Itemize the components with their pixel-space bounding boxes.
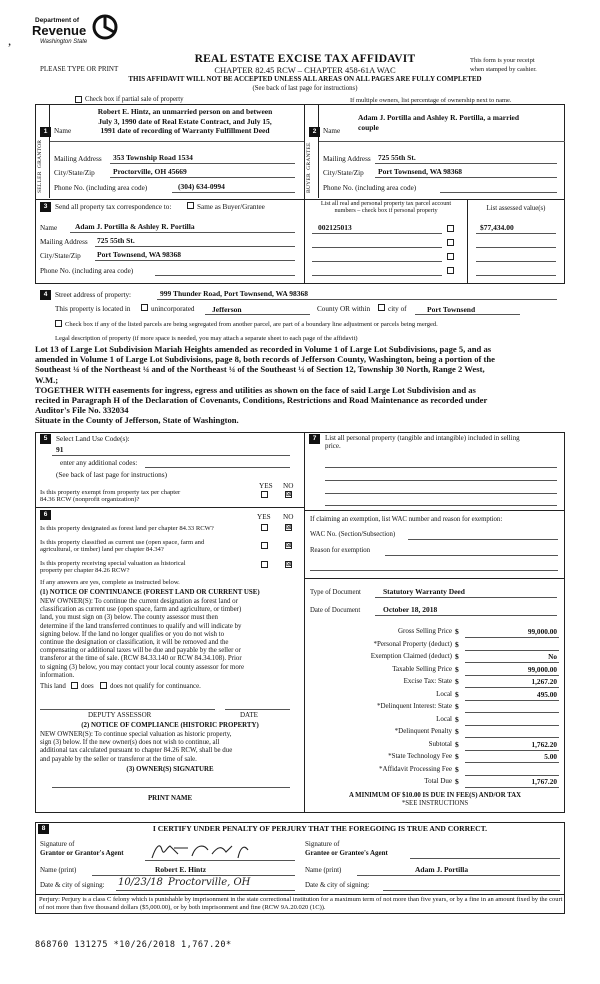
tax-row-label: Gross Selling Price bbox=[397, 627, 452, 635]
tax-row-label: *State Technology Fee bbox=[388, 752, 452, 760]
tax-row-currency: $ bbox=[455, 627, 459, 636]
form-chapter: CHAPTER 82.45 RCW – CHAPTER 458-61A WAC bbox=[214, 65, 396, 75]
notice2-line: sign (3) below. If the new owner(s) does not wish to continue, all bbox=[40, 739, 220, 747]
s5-no: NO bbox=[283, 482, 294, 490]
buyer-name-line-2: couple bbox=[358, 123, 379, 132]
tax-row-value: 1,762.20 bbox=[531, 739, 557, 749]
additional-codes-label: enter any additional codes: bbox=[60, 459, 138, 467]
notice-1-title: (1) NOTICE OF CONTINUANCE (FOREST LAND OR CURRENT USE) bbox=[40, 589, 260, 596]
personal-line-1: List all personal property (tangible and intangible) included in selling bbox=[325, 434, 520, 442]
minimum-due: A MINIMUM OF $10.00 IS DUE IN FEE(S) AND/OR TAX bbox=[348, 792, 522, 799]
s6-yes: YES bbox=[257, 513, 271, 521]
notice2-line: additional tax calculated pursuant to chapter 84.26 RCW, shall be due bbox=[40, 747, 233, 755]
buyer-name-label: Name bbox=[323, 127, 341, 135]
grantee-sig-line-2: Grantee or Grantee's Agent bbox=[305, 849, 388, 857]
tax-mailing-label: Mailing Address bbox=[40, 238, 88, 246]
legal-description-label: Legal description of property (if more space is needed, you may attach a separate sheet to each page of the affidavit) bbox=[55, 335, 358, 342]
parcel-1-personal-checkbox[interactable] bbox=[447, 225, 454, 232]
buyer-name bbox=[358, 113, 558, 133]
tax-row bbox=[305, 639, 565, 652]
reason-label: Reason for exemption bbox=[310, 547, 371, 554]
seller-name-line-3: 1991 date of recording of Warranty Fulfillment Deed bbox=[100, 126, 270, 135]
bullet-mark: , bbox=[8, 33, 12, 48]
current-use-line-2: agricultural, or timber) land per chapter 84.34? bbox=[40, 546, 164, 554]
street-address-label: Street address of property: bbox=[55, 291, 132, 299]
tax-name-label: Name bbox=[40, 224, 58, 232]
seller-name-label: Name bbox=[54, 127, 72, 135]
tax-row-value: 495.00 bbox=[536, 689, 557, 699]
tax-mailing: 725 55th St. bbox=[97, 236, 135, 245]
tax-row bbox=[305, 651, 565, 664]
grantor-sig-line-2: Grantor or Grantor's Agent bbox=[40, 849, 124, 857]
grantee-signature-label bbox=[305, 840, 388, 858]
segregate-label: Check box if any of the listed parcels are being segregated from another parcel, are part of a boundary line adjustment or parcels being merged. bbox=[65, 321, 438, 328]
cashier-stamp: 868760 131275 *10/26/2018 1,767.20* bbox=[35, 940, 232, 950]
section-8-badge: 8 bbox=[38, 824, 49, 834]
please-type: PLEASE TYPE OR PRINT bbox=[40, 65, 119, 73]
same-as-buyer-label: Same as Buyer/Grantee bbox=[197, 203, 265, 211]
exempt-question-line-2: 84.36 RCW (nonprofit organization)? bbox=[40, 496, 140, 504]
tax-row bbox=[305, 764, 565, 777]
does-not-label: does not qualify for continuance. bbox=[110, 683, 201, 690]
deputy-date-label: DATE bbox=[240, 711, 258, 719]
notice1-line: NEW OWNER(S): To continue the current designation as forest land or bbox=[40, 598, 238, 605]
send-correspondence-label: Send all property tax correspondence to: bbox=[55, 203, 172, 211]
seller-phone: (304) 634-0994 bbox=[178, 182, 225, 191]
parcel-number: 002125013 bbox=[318, 223, 352, 232]
parties-hline bbox=[35, 199, 565, 200]
tax-row-value: 1,267.20 bbox=[531, 677, 557, 686]
tax-row-value: 1,767.20 bbox=[531, 777, 557, 786]
partial-sale-label: Check box if partial sale of property bbox=[85, 96, 184, 103]
partial-sale-checkbox[interactable] bbox=[75, 96, 82, 103]
legal-line-2: amended in Volume 1 of Large Lot Subdivisions, page 8, both records of Jefferson County, Washington, being a portion of the bbox=[35, 354, 495, 365]
tax-row-label: *Delinquent Penalty bbox=[394, 727, 452, 735]
land-use-code: 91 bbox=[56, 445, 64, 454]
legal-line-8: Situate in the County of Jefferson, State of Washington. bbox=[35, 415, 239, 426]
tax-row-currency: $ bbox=[455, 739, 459, 749]
current-use-line-1: Is this property classified as current use (open space, farm and bbox=[40, 539, 205, 546]
print-name-label: PRINT NAME bbox=[147, 795, 193, 802]
notice1-line: transferor at the time of sale. (RCW 84.33.140 or RCW 84.34.108). Prior bbox=[40, 655, 242, 663]
notice2-line: NEW OWNER(S): To continue special valuation as historic property, bbox=[40, 731, 232, 738]
section-4-badge: 4 bbox=[40, 290, 51, 300]
parcel-header-line-2: numbers – check box if personal property bbox=[334, 206, 438, 214]
tax-row bbox=[305, 726, 565, 739]
section-6-badge: 6 bbox=[40, 510, 51, 520]
seller-city-label: City/State/Zip bbox=[54, 169, 95, 177]
seller-side-label: SELLER GRANTOR bbox=[37, 139, 43, 193]
multiple-owners-note: If multiple owners, list percentage of ownership next to name. bbox=[350, 97, 512, 104]
buyer-mailing: 725 55th St. bbox=[378, 153, 416, 162]
tax-row bbox=[305, 776, 565, 789]
buyer-city-label: City/State/Zip bbox=[323, 169, 364, 177]
tax-row-label: *Delinquent Interest: State bbox=[376, 702, 452, 710]
tax-row bbox=[305, 664, 565, 677]
tax-row bbox=[305, 676, 565, 689]
tax-row-label: Total Due bbox=[424, 777, 452, 785]
parcel-2-personal-checkbox[interactable] bbox=[447, 239, 454, 246]
grantor-sig-line-1: Signature of bbox=[40, 840, 75, 848]
legal-line-6: recited in Paragraph H of the Declaration of Covenants, Conditions, Restrictions and Road Maintenance as recorded under bbox=[35, 395, 488, 406]
notice1-line: land, you must sign on (3) below. The county assessor must then bbox=[40, 614, 218, 622]
personal-property-label bbox=[325, 435, 520, 451]
tax-row-currency: $ bbox=[455, 677, 459, 686]
buyer-city: Port Townsend, WA 98368 bbox=[378, 167, 463, 176]
land-use-see-back: (See back of last page for instructions) bbox=[56, 471, 167, 479]
tax-table bbox=[305, 626, 565, 789]
exempt-no-checkbox[interactable]: ⊠ bbox=[286, 490, 292, 498]
buyer-mailing-label: Mailing Address bbox=[323, 155, 371, 163]
grantee-date-label: Date & city of signing: bbox=[305, 881, 370, 889]
seller-mailing: 353 Township Road 1534 bbox=[113, 153, 193, 162]
tax-row-value: 99,000.00 bbox=[527, 664, 557, 674]
tax-row bbox=[305, 751, 565, 764]
notice1-line: signing below. If the land no longer qualifies or you do not wish to bbox=[40, 630, 225, 638]
does-not-qualify-checkbox[interactable] bbox=[100, 682, 107, 689]
notice-2-body bbox=[40, 731, 302, 764]
does-label: does bbox=[81, 683, 94, 690]
tax-row-label: Local bbox=[436, 714, 452, 723]
does-qualify-checkbox[interactable] bbox=[71, 682, 78, 689]
exempt-question-line-1: Is this property exempt from property tax per chapter bbox=[40, 489, 181, 496]
historic-line-1: Is this property receiving special valuation as historical bbox=[40, 560, 186, 567]
tax-city: Port Townsend, WA 98368 bbox=[97, 250, 182, 259]
certify-statement: I CERTIFY UNDER PENALTY OF PERJURY THAT THE FOREGOING IS TRUE AND CORRECT. bbox=[152, 824, 488, 833]
unincorporated-checkbox[interactable] bbox=[141, 304, 148, 311]
doc-type-label: Type of Document bbox=[310, 589, 361, 596]
historic-line-2: property per chapter 84.26 RCW? bbox=[40, 567, 130, 575]
section-2-badge: 2 bbox=[309, 127, 320, 137]
tax-row-label: *Affidavit Processing Fee bbox=[379, 764, 452, 773]
if-any-yes: If any answers are yes, complete as instructed below. bbox=[40, 579, 180, 586]
buyer-phone-label: Phone No. (including area code) bbox=[323, 184, 417, 192]
tax-row-currency: $ bbox=[455, 664, 459, 674]
tax-name: Adam J. Portilla & Ashley R. Portilla bbox=[75, 222, 195, 231]
forest-question: Is this property designated as forest land per chapter 84.33 RCW? bbox=[40, 525, 214, 532]
property-city: Port Townsend bbox=[427, 305, 476, 314]
seller-name-line-2: July 3, 1990 date of Real Estate Contract, and July 15, bbox=[98, 116, 272, 126]
notice1-line: classification as current use (open space, farm and agriculture, or timber) bbox=[40, 606, 242, 614]
grantor-signature-label bbox=[40, 840, 124, 858]
tax-row-currency: $ bbox=[455, 727, 459, 736]
grantor-name-label: Name (print) bbox=[40, 866, 77, 874]
seller-mailing-label: Mailing Address bbox=[54, 155, 102, 163]
parcel-3-personal-checkbox[interactable] bbox=[447, 253, 454, 260]
notice1-line: determine if the land transferred continues to qualify and will indicate by bbox=[40, 622, 242, 630]
grantor-city: Proctorville, OH bbox=[168, 877, 251, 888]
s5-yes: YES bbox=[259, 482, 273, 490]
this-land-label: This land bbox=[40, 683, 66, 690]
tax-row-currency: $ bbox=[455, 764, 459, 774]
county-or-within-label bbox=[317, 305, 370, 313]
city-of-label: city of bbox=[388, 305, 407, 313]
tax-row-currency: $ bbox=[455, 689, 459, 699]
tax-row bbox=[305, 714, 565, 727]
section-1-badge: 1 bbox=[40, 127, 51, 137]
form-warning: THIS AFFIDAVIT WILL NOT BE ACCEPTED UNLESS ALL AREAS ON ALL PAGES ARE FULLY COMPLETED bbox=[128, 75, 482, 83]
form-title: REAL ESTATE EXCISE TAX AFFIDAVIT bbox=[194, 53, 416, 65]
tax-row bbox=[305, 626, 565, 639]
tax-row-value: No bbox=[548, 652, 557, 661]
deputy-assessor-label: DEPUTY ASSESSOR bbox=[88, 711, 152, 719]
tax-row-label: *Personal Property (deduct) bbox=[373, 639, 452, 648]
notice1-line: to signing (3) below, you may contact your local county assessor for more bbox=[40, 663, 245, 671]
exempt-yes-checkbox[interactable] bbox=[261, 491, 268, 498]
same-as-buyer-checkbox[interactable] bbox=[187, 202, 194, 209]
legal-line-4: W.M.; bbox=[35, 374, 59, 385]
notice-1-body bbox=[40, 598, 302, 680]
tax-row-label: Taxable Selling Price bbox=[392, 664, 452, 673]
city-of-checkbox[interactable] bbox=[378, 304, 385, 311]
notice1-line: information. bbox=[40, 671, 75, 679]
owner-signature-label: (3) OWNER(S) SIGNATURE bbox=[126, 766, 214, 773]
notice-2-title: (2) NOTICE OF COMPLIANCE (HISTORIC PROPERTY) bbox=[81, 722, 259, 729]
s6-no: NO bbox=[283, 513, 294, 521]
logo-agency: Revenue bbox=[32, 23, 87, 38]
tax-row-value: 5.00 bbox=[544, 752, 557, 761]
dor-logo bbox=[8, 14, 118, 54]
grantee-name-label: Name (print) bbox=[305, 866, 342, 874]
doc-date: October 18, 2018 bbox=[383, 605, 438, 614]
forest-yes-checkbox[interactable] bbox=[261, 524, 268, 531]
tax-row bbox=[305, 739, 565, 752]
grantee-sig-line-1: Signature of bbox=[305, 840, 340, 848]
assessed-value: $77,434.00 bbox=[480, 223, 514, 232]
historic-yes-checkbox[interactable] bbox=[261, 561, 268, 568]
seller-name bbox=[80, 107, 290, 136]
tax-row-currency: $ bbox=[455, 652, 459, 661]
seller-city: Proctorville, OH 45669 bbox=[113, 167, 187, 176]
tax-row-line bbox=[465, 787, 559, 788]
segregate-checkbox[interactable] bbox=[55, 320, 62, 327]
grantee-name: Adam J. Portilla bbox=[415, 865, 469, 874]
legal-description bbox=[35, 344, 565, 426]
tax-row bbox=[305, 689, 565, 702]
county-label: County OR within bbox=[317, 305, 371, 313]
located-in-label: This property is located in bbox=[55, 305, 131, 313]
tax-row-currency: $ bbox=[455, 777, 459, 786]
seller-phone-label: Phone No. (including area code) bbox=[54, 184, 148, 192]
legal-line-1: Lot 13 of Large Lot Subdivision Mariah Heights amended as recorded in Volume 1 of Large Lot Subdivisions, page 5, and as bbox=[35, 344, 492, 354]
tax-row-currency: $ bbox=[455, 714, 459, 724]
tax-row-currency: $ bbox=[455, 752, 459, 761]
tax-row-label: Exemption Claimed (deduct) bbox=[370, 652, 452, 660]
grantor-signature-image bbox=[148, 840, 258, 862]
unincorporated-label: unincorporated bbox=[151, 305, 195, 313]
grantor-date: 10/23/18 bbox=[118, 877, 163, 888]
historic-no-checkbox[interactable]: ⊠ bbox=[286, 560, 292, 568]
logo-state: Washington State bbox=[40, 39, 88, 45]
current-use-no-checkbox[interactable]: ⊠ bbox=[286, 541, 292, 549]
current-use-question bbox=[40, 539, 204, 554]
notice1-line: compensating or additional taxes will be due and payable by the seller or bbox=[40, 647, 241, 655]
grantor-name: Robert E. Hintz bbox=[155, 865, 207, 874]
forest-no-checkbox[interactable]: ⊠ bbox=[286, 523, 292, 531]
county-name: Jefferson bbox=[212, 305, 242, 314]
receipt-line-2: when stamped by cashier. bbox=[470, 66, 537, 73]
receipt-line-1: This form is your receipt bbox=[470, 57, 535, 64]
doc-date-label: Date of Document bbox=[310, 607, 361, 614]
tax-city-label: City/State/Zip bbox=[40, 252, 81, 260]
parcel-header bbox=[306, 201, 466, 215]
assessed-header: List assessed value(s) bbox=[486, 205, 546, 212]
tax-row bbox=[305, 701, 565, 714]
exemption-label: If claiming an exemption, list WAC number and reason for exemption: bbox=[310, 516, 503, 523]
tax-row-label: Subtotal bbox=[428, 739, 452, 748]
parcel-header-line-1: List all real and personal property tax parcel account bbox=[320, 200, 452, 207]
tax-row-label: Local bbox=[436, 689, 452, 698]
tax-row-label: Excise Tax: State bbox=[403, 677, 452, 685]
notice2-line: and payable by the seller or transferor at the time of sale. bbox=[40, 755, 197, 763]
dor-logo-icon bbox=[92, 14, 118, 40]
logo-dept: Department of bbox=[35, 17, 80, 24]
section-5-badge: 5 bbox=[40, 434, 51, 444]
tax-phone-label: Phone No. (including area code) bbox=[40, 267, 134, 275]
current-use-yes-checkbox[interactable] bbox=[261, 542, 268, 549]
wac-label: WAC No. (Section/Subsection) bbox=[310, 531, 396, 538]
parcel-4-personal-checkbox[interactable] bbox=[447, 267, 454, 274]
legal-line-3: Southeast ¼ of the Northeast ¼ and of the Northeast ¼ of the Southeast ¼ of Section 12, Township 30 North, Range 2 West, bbox=[35, 364, 485, 375]
buyer-name-line-1: Adam J. Portilla and Ashley R. Portilla, a married bbox=[358, 113, 520, 122]
form-see-back: (See back of last page for instructions) bbox=[252, 85, 358, 92]
see-instructions: *SEE INSTRUCTIONS bbox=[401, 800, 469, 807]
legal-line-7: Auditor's File No. 332034 bbox=[35, 405, 129, 416]
grantor-date-label: Date & city of signing: bbox=[40, 881, 105, 889]
personal-line-2: price. bbox=[325, 441, 341, 450]
land-use-label: Select Land Use Code(s): bbox=[56, 435, 130, 443]
perjury-notice: Perjury: Perjury is a class C felony which is punishable by imprisonment in the state correctional institution for a maximum term of not more than five years, or by a fine in an amount fixed by the court of not more than five thousand dollars ($5,000.00), or by both imprisonment and fine (RCW 9A.20.020 (1C)). bbox=[39, 896, 563, 911]
section-3-badge: 3 bbox=[40, 202, 51, 212]
legal-line-5: TOGETHER WITH easements for ingress, egress and utilities as shown on the face of said Large Lot Subdivision and as bbox=[35, 384, 476, 395]
historic-question bbox=[40, 560, 186, 575]
tax-row-value: 99,000.00 bbox=[527, 627, 557, 636]
buyer-side-label: BUYER GRANTEE bbox=[306, 142, 312, 193]
exempt-question bbox=[40, 489, 180, 504]
section-7-badge: 7 bbox=[309, 434, 320, 444]
tax-row-currency: $ bbox=[455, 702, 459, 711]
this-land-line bbox=[40, 683, 66, 691]
notice1-line: continue the designation or classification, it will be removed and the bbox=[40, 639, 229, 647]
tax-row-currency: $ bbox=[455, 639, 459, 649]
seller-name-line-1: Robert E. Hintz, an unmarried person on and between bbox=[97, 107, 273, 116]
doc-type: Statutory Warranty Deed bbox=[383, 587, 465, 596]
street-address: 999 Thunder Road, Port Townsend, WA 98368 bbox=[160, 289, 308, 298]
